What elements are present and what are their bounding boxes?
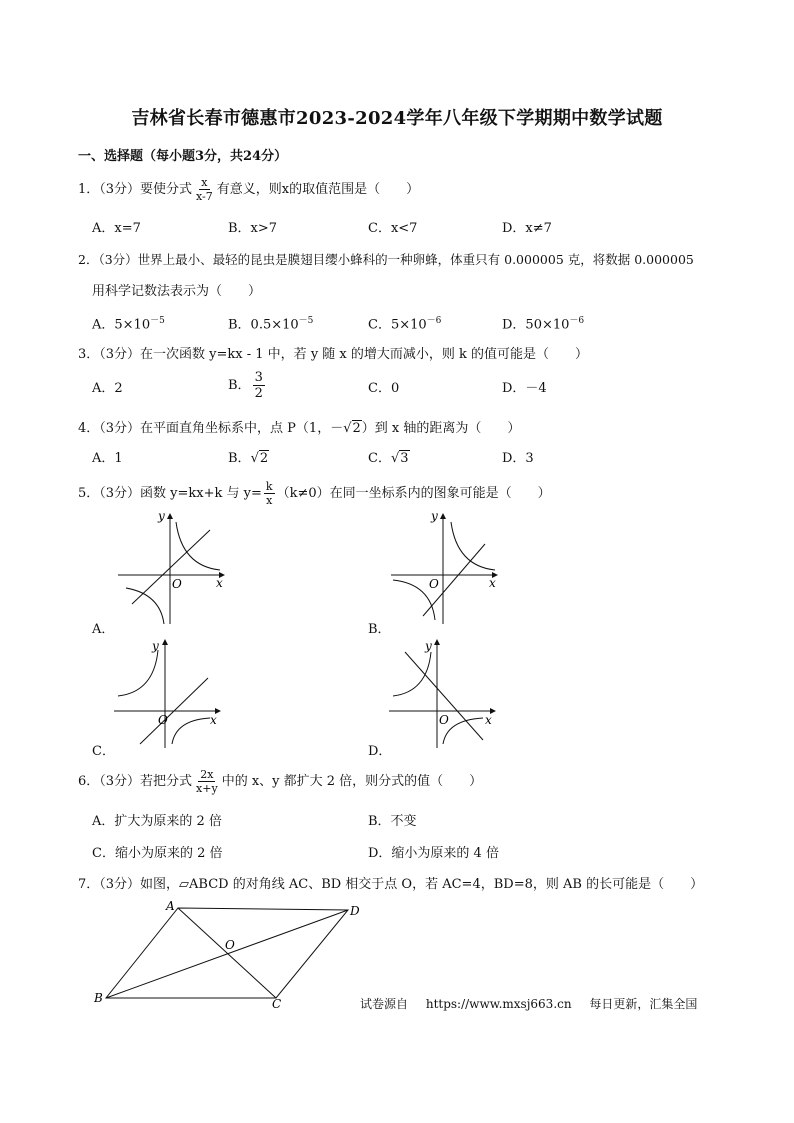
question-4: 4．（3分）在平面直角坐标系中，点 P（1，－√2）到 x 轴的距离为（ ）: [78, 421, 521, 436]
svg-text:y: y: [425, 639, 432, 653]
q4-option-b: B．√2: [228, 451, 269, 466]
q2-option-b: B．$0.5\times 10^{-5}$: [228, 316, 314, 333]
footer-slogan: 每日更新，汇集全国: [589, 997, 698, 1011]
question-3: 3．（3分）在一次函数 y=kx - 1 中，若 y 随 x 的增大而减小，则 k 的值可能是（ ）: [78, 347, 589, 362]
svg-text:O: O: [439, 713, 449, 727]
question-6: 6．（3分）若把分式 $\frac{2x}{x+y}$ 中的 x、y 都扩大 2 倍，则分式的值（ ）: [78, 768, 483, 795]
footer-source: 试卷源自: [360, 997, 409, 1011]
svg-text:x: x: [216, 576, 223, 590]
svg-text:C: C: [272, 997, 282, 1008]
svg-text:O: O: [172, 577, 182, 591]
question-2-cont: 用科学记数法表示为（ ）: [92, 284, 262, 299]
q3-option-c: C．0: [368, 381, 400, 396]
q6-option-a: A．扩大为原来的 2 倍: [92, 814, 222, 829]
svg-text:D: D: [350, 904, 360, 918]
footer: [360, 995, 711, 1012]
q5-option-b: B．: [368, 622, 391, 637]
question-2: 2．（3分）世界上最小、最轻的昆虫是膜翅目缨小蜂科的一种卵蜂，体重只有 0.000005 克，将数据 0.000005: [78, 252, 694, 267]
q3-option-d: D．－4: [502, 381, 547, 396]
q3-option-a: A．2: [92, 381, 123, 396]
svg-text:y: y: [152, 639, 159, 653]
footer-url[interactable]: https://www.mxsj663.cn: [425, 997, 572, 1011]
graph-b: [385, 508, 505, 628]
q3-option-b: B． $\frac{3}{2}$: [228, 370, 263, 401]
q4-option-d: D．3: [502, 451, 534, 466]
q6-option-c: C．缩小为原来的 2 倍: [92, 846, 223, 861]
svg-text:y: y: [158, 509, 165, 523]
parallelogram-figure: [92, 898, 372, 1008]
q1-option-c: C．x<7: [368, 221, 418, 236]
q5-option-a: A．: [92, 622, 115, 637]
section-heading: 一、选择题（每小题3分，共24分）: [78, 149, 288, 164]
sqrt-symbol: √2: [343, 421, 361, 436]
svg-text:O: O: [225, 938, 235, 952]
q6-option-b: B．不变: [368, 814, 417, 829]
question-1: [78, 176, 419, 203]
q4-option-c: C．√3: [368, 451, 409, 466]
svg-text:O: O: [158, 713, 168, 727]
page-title: 吉林省长春市德惠市2023-2024学年八年级下学期期中数学试题: [131, 108, 663, 129]
q5-option-d: D．: [368, 744, 392, 759]
svg-text:x: x: [485, 713, 492, 727]
q2-option-c: C．$5\times 10^{-6}$: [368, 316, 442, 333]
svg-text:y: y: [431, 509, 438, 523]
q1-option-b: B．x>7: [228, 221, 278, 236]
q5-option-c: C．: [92, 744, 115, 759]
q1-option-d: D．x≠7: [502, 221, 552, 236]
svg-text:x: x: [489, 576, 496, 590]
graph-d: [385, 636, 505, 751]
svg-text:O: O: [429, 577, 439, 591]
q1-option-a: A．x=7: [92, 221, 141, 236]
q2-option-a: A．$5\times 10^{-5}$: [92, 316, 165, 333]
graph-a: [110, 508, 230, 628]
svg-text:A: A: [166, 899, 175, 913]
svg-text:x: x: [210, 713, 217, 727]
question-5: 5．（3分）函数 y=kx+k 与 y= $\frac{k}{x}$ （k≠0）在同一坐标系内的图象可能是（ ）: [78, 480, 551, 507]
q6-option-d: D．缩小为原来的 4 倍: [368, 846, 499, 861]
q1-stem-rest: 有意义，则x的取值范围是（ ）: [216, 182, 420, 197]
q1-fraction: $\frac{x}{x-7}$: [196, 176, 213, 203]
q1-stem: 1．（3分）要使分式: [78, 182, 193, 197]
question-7: 7．（3分）如图，▱ABCD 的对角线 AC、BD 相交于点 O，若 AC=4，BD=8，则 AB 的长可能是（ ）: [78, 877, 704, 892]
svg-text:B: B: [94, 991, 103, 1005]
q2-option-d: D．$50\times 10^{-6}$: [502, 316, 585, 333]
graph-c: [110, 636, 230, 751]
q4-option-a: A．1: [92, 451, 123, 466]
